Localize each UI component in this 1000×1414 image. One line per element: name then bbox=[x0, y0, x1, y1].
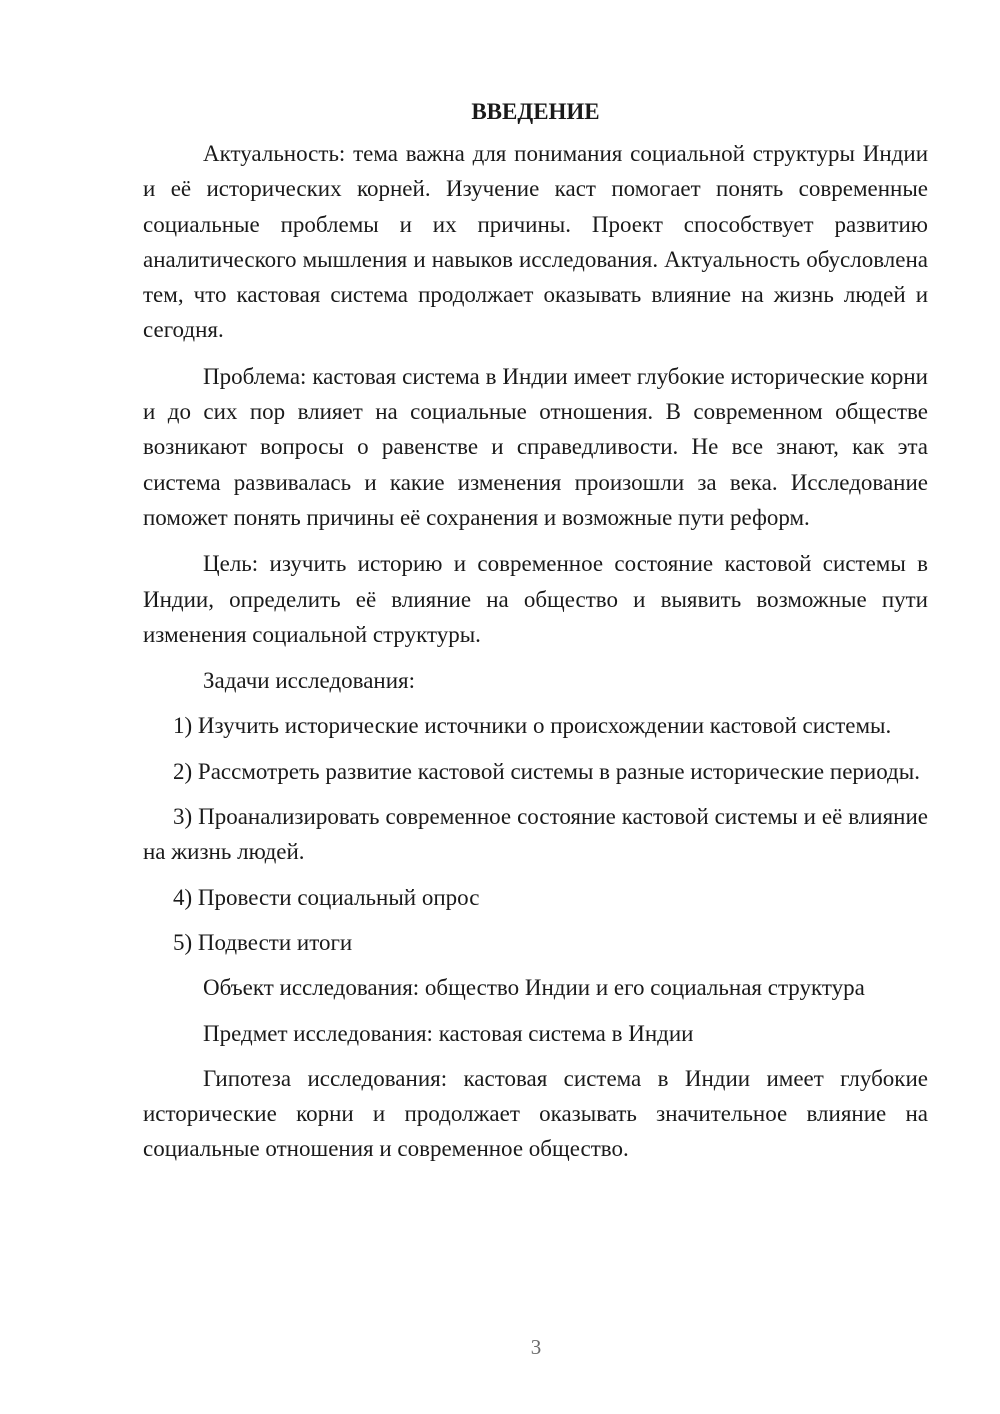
task-item: 3) Проанализировать современное состояние кастовой системы и её влияние на жизнь людей. bbox=[143, 804, 928, 865]
relevance-paragraph: Актуальность: тема важна для понимания социальной структуры Индии и её исторических корней. Изучение каст помогает понять современные социальные проблемы и их причины. Проект способствует развитию аналитического мышления и навыков исследования. Актуальность обусловлена тем, что кастовая система продолжает оказывать влияние на жизнь людей и сегодня. bbox=[143, 141, 928, 343]
task-item: 2) Рассмотреть развитие кастовой системы в разные исторические периоды. bbox=[173, 758, 920, 784]
page-content bbox=[143, 96, 928, 1167]
goal-paragraph: Цель: изучить историю и современное состояние кастовой системы в Индии, определить её влияние на общество и выявить возможные пути изменения социальной структуры. bbox=[143, 551, 928, 647]
hypothesis-paragraph: Гипотеза исследования: кастовая система в Индии имеет глубокие исторические корни и продолжает оказывать значительное влияние на социальные отношения и современное общество. bbox=[143, 1065, 928, 1162]
page-number: 3 bbox=[530, 1335, 542, 1359]
tasks-title: Задачи исследования: bbox=[203, 668, 416, 694]
section-heading: ВВЕДЕНИЕ bbox=[471, 99, 600, 124]
subject-paragraph: Предмет исследования: кастовая система в Индии bbox=[203, 1020, 694, 1046]
task-item: 5) Подвести итоги bbox=[173, 929, 353, 955]
problem-paragraph: Проблема: кастовая система в Индии имеет глубокие исторические корни и до сих пор влияет на социальные отношения. В современном обществе возникают вопросы о равенстве и справедливости. Не все знают, как эта система развивалась и какие изменения произошли за века. Исследование поможет понять причины её сохранения и возможные пути реформ. bbox=[143, 363, 928, 530]
object-paragraph: Объект исследования: общество Индии и его социальная структура bbox=[203, 975, 865, 1001]
task-item: 4) Провести социальный опрос bbox=[173, 884, 480, 910]
task-item: 1) Изучить исторические источники о происхождении кастовой системы. bbox=[173, 713, 892, 739]
